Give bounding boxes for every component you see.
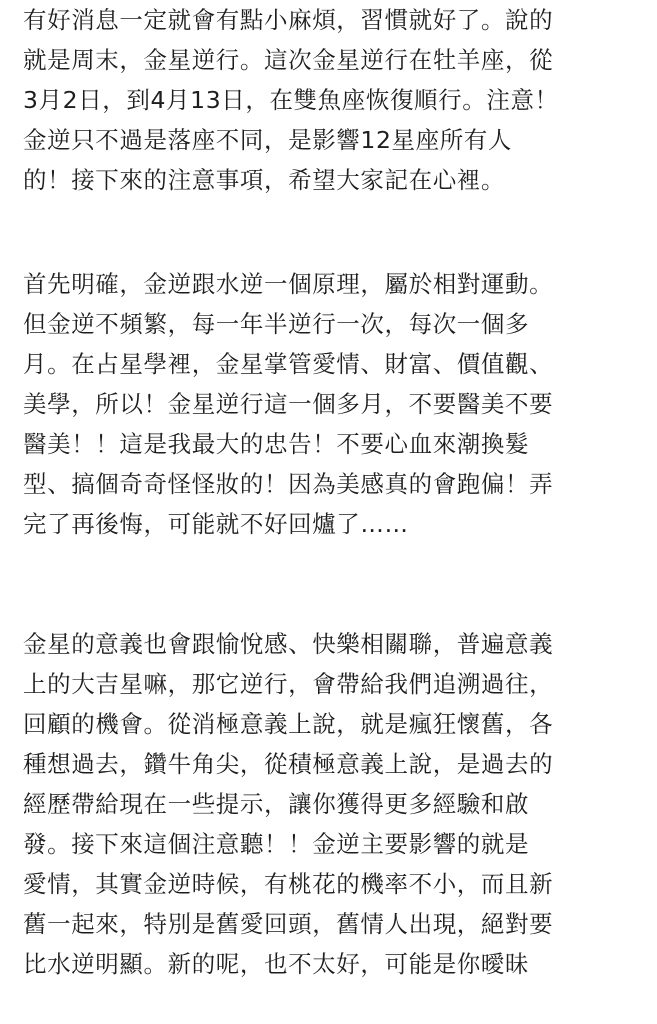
text-line: 型、搞個奇奇怪怪妝的！因為美感真的會跑偏！弄 <box>23 470 554 498</box>
text-line: 上的大吉星嘛，那它逆行，會帶給我們追溯過往， <box>23 670 554 698</box>
text-line: 醫美！！這是我最大的忠告！不要心血來潮換髮 <box>23 430 530 458</box>
text-line: 的！接下來的注意事項，希望大家記在心裡。 <box>23 166 505 194</box>
paragraph-beauty-warning <box>23 264 643 544</box>
text-line: 金逆只不過是落座不同，是影響12星座所有人 <box>23 126 513 154</box>
text-line: 但金逆不頻繁，每一年半逆行一次，每次一個多 <box>23 310 530 338</box>
text-line: 首先明確，金逆跟水逆一個原理，屬於相對運動。 <box>23 270 554 298</box>
text-line: 種想過去，鑽牛角尖，從積極意義上說，是過去的 <box>23 750 554 778</box>
text-line: 愛情，其實金逆時候，有桃花的機率不小，而且新 <box>23 870 554 898</box>
text-line: 舊一起來，特別是舊愛回頭，舊情人出現，絕對要 <box>23 910 554 938</box>
text-line: 完了再後悔，可能就不好回爐了…… <box>23 510 409 538</box>
text-line: 有好消息一定就會有點小麻煩，習慣就好了。說的 <box>23 6 554 34</box>
text-line: 就是周末，金星逆行。這次金星逆行在牡羊座，從 <box>23 46 554 74</box>
text-line: 發。接下來這個注意聽！！金逆主要影響的就是 <box>23 830 530 858</box>
text-line: 經歷帶給現在一些提示，讓你獲得更多經驗和啟 <box>23 790 530 818</box>
text-line: 金星的意義也會跟愉悅感、快樂相關聯，普遍意義 <box>23 630 554 658</box>
text-line: 月。在占星學裡，金星掌管愛情、財富、價值觀、 <box>23 350 554 378</box>
paragraph-love-meaning <box>23 624 643 984</box>
paragraph-venus-retrograde-intro <box>23 0 643 200</box>
text-line: 比水逆明顯。新的呢，也不太好，可能是你曖昧 <box>23 950 530 978</box>
text-line: 美學，所以！金星逆行這一個多月，不要醫美不要 <box>23 390 554 418</box>
text-line: 回顧的機會。從消極意義上說，就是瘋狂懷舊，各 <box>23 710 554 738</box>
text-line: 3月2日，到4月13日，在雙魚座恢復順行。注意！ <box>23 86 559 114</box>
